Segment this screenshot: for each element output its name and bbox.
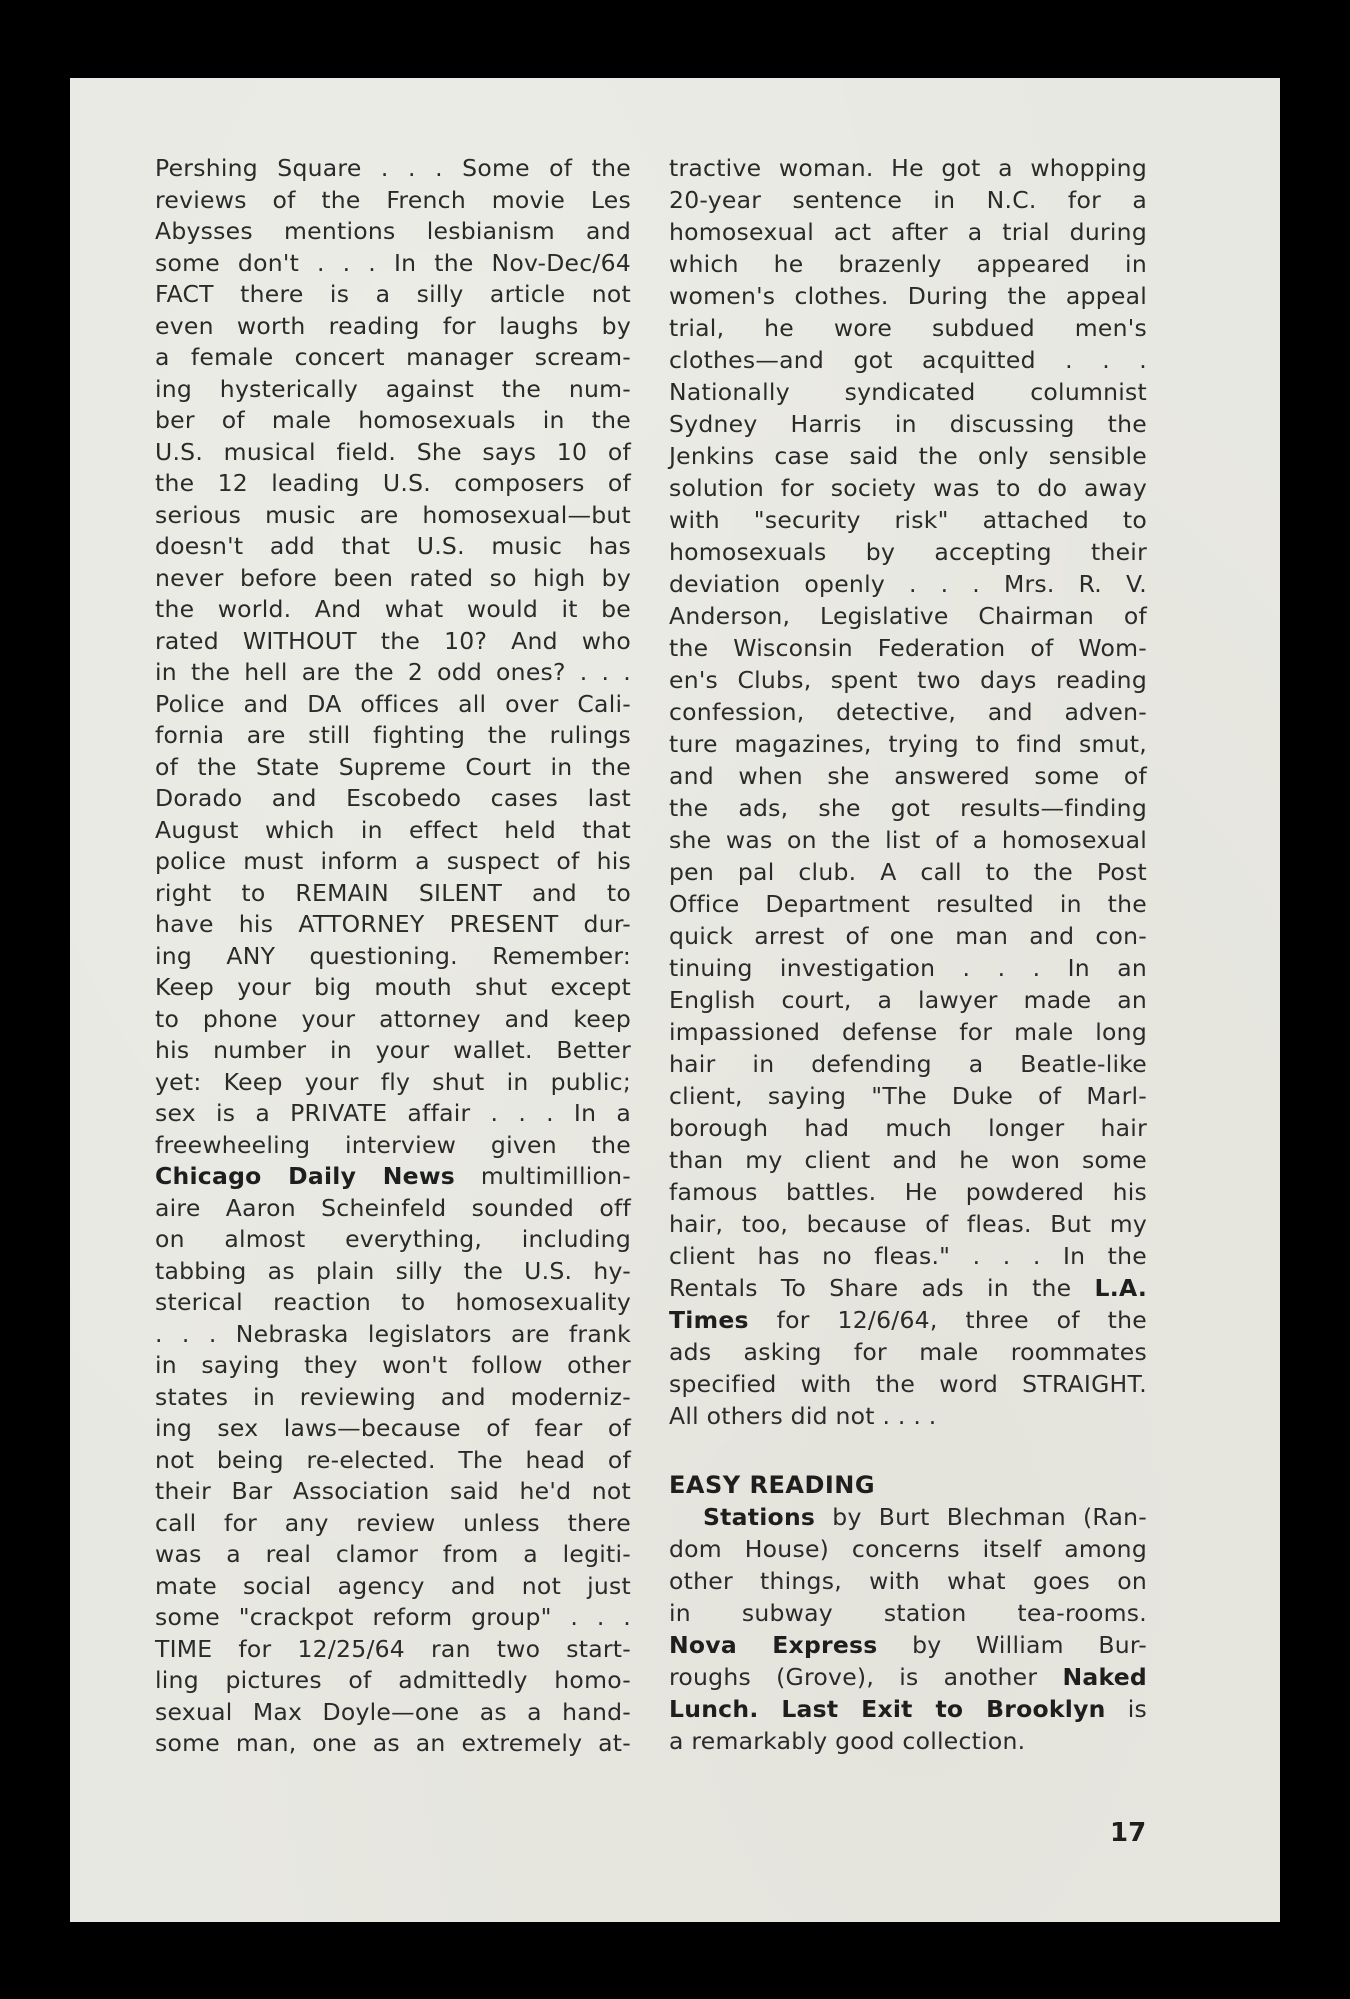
text-run: multimillion-	[455, 1162, 632, 1190]
text-line	[669, 1369, 1147, 1399]
text-run: some man, one as an extremely at-	[155, 1729, 631, 1757]
text-run: ture magazines, trying to find smut,	[669, 730, 1147, 758]
text-run: client, saying "The Duke of Marl-	[669, 1082, 1147, 1110]
text-run: Anderson, Legislative Chairman of	[669, 602, 1147, 630]
text-run: client has no fleas." . . . In the	[669, 1242, 1147, 1270]
text-run: by Burt Blechman (Ran-	[815, 1503, 1147, 1531]
text-run: hair in defending a Beatle-like	[669, 1050, 1147, 1078]
text-line	[155, 500, 631, 530]
text-line	[669, 1566, 1147, 1596]
text-line	[155, 153, 631, 183]
text-run: sexual Max Doyle—one as a hand-	[155, 1697, 631, 1726]
text-run: homosexuals by accepting their	[669, 538, 1147, 566]
text-line	[155, 1476, 631, 1506]
text-run: clothes—and got acquitted . . .	[669, 346, 1147, 374]
text-run: have his ATTORNEY PRESENT dur-	[155, 910, 631, 938]
text-line	[155, 1193, 631, 1223]
text-run: the Wisconsin Federation of Wom-	[669, 634, 1147, 662]
text-line	[669, 697, 1147, 727]
text-run: Dorado and Escobedo cases last	[155, 784, 631, 812]
text-run: than my client and he won some	[669, 1146, 1147, 1174]
text-run: tabbing as plain silly the U.S. hy-	[155, 1256, 631, 1285]
text-run: deviation openly . . . Mrs. R. V.	[669, 570, 1147, 598]
text-line	[669, 569, 1147, 599]
text-line	[155, 437, 631, 467]
text-line	[155, 1287, 631, 1317]
text-line	[669, 281, 1147, 311]
text-line	[155, 563, 631, 593]
text-line	[669, 857, 1147, 887]
text-run: rated WITHOUT the 10? And who	[155, 626, 631, 655]
text-line	[155, 468, 631, 498]
text-line	[155, 1508, 631, 1538]
text-run: FACT there is a silly article not	[155, 280, 631, 308]
text-line	[669, 889, 1147, 919]
text-line	[669, 953, 1147, 983]
text-line	[155, 374, 631, 404]
text-line	[155, 657, 631, 687]
text-run: solution for society was to do away	[669, 474, 1147, 502]
text-line	[669, 1209, 1147, 1239]
text-line	[155, 1665, 631, 1695]
text-line	[669, 1337, 1147, 1367]
text-run: borough had much longer hair	[669, 1114, 1147, 1142]
text-run: . . . Nebraska legislators are frank	[155, 1319, 631, 1348]
text-line	[155, 689, 631, 719]
text-line	[669, 921, 1147, 951]
text-run: yet: Keep your fly shut in public;	[155, 1067, 631, 1096]
text-line	[155, 311, 631, 341]
text-line	[155, 1067, 631, 1097]
text-run: even worth reading for laughs by	[155, 311, 631, 340]
text-line	[669, 1145, 1147, 1175]
text-line	[155, 1224, 631, 1254]
text-line	[669, 729, 1147, 759]
text-line	[155, 405, 631, 435]
text-line	[155, 216, 631, 246]
text-run: his number in your wallet. Better	[155, 1036, 631, 1064]
text-line	[669, 1401, 1147, 1431]
text-run: 20-year sentence in N.C. for a	[669, 186, 1147, 214]
text-run: fornia are still fighting the rulings	[155, 721, 631, 749]
text-run: some "crackpot reform group" . . .	[155, 1603, 631, 1631]
text-run: mate social agency and not just	[155, 1571, 631, 1600]
bold-text: Lunch. Last Exit to Brooklyn	[669, 1695, 1106, 1723]
text-line	[155, 1130, 631, 1160]
bold-text: L.A.	[1094, 1274, 1147, 1302]
text-run: Jenkins case said the only sensible	[669, 442, 1147, 470]
text-line	[155, 1602, 631, 1632]
text-line	[155, 1634, 631, 1664]
text-line	[669, 249, 1147, 279]
text-run: not being re-elected. The head of	[155, 1445, 631, 1474]
bold-text: Nova Express	[669, 1631, 878, 1659]
text-line	[669, 1534, 1147, 1564]
text-run: freewheeling interview given the	[155, 1130, 631, 1159]
text-run: call for any review unless there	[155, 1508, 631, 1537]
bold-text: Times	[669, 1306, 749, 1334]
text-run: ber of male homosexuals in the	[155, 406, 631, 434]
text-run: in the hell are the 2 odd ones? . . .	[155, 658, 631, 686]
text-run: Rentals To Share ads in the	[669, 1274, 1095, 1302]
bold-text: Stations	[703, 1503, 816, 1531]
text-run: All others did not . . . .	[669, 1402, 937, 1430]
text-line	[669, 665, 1147, 695]
text-run: was a real clamor from a legiti-	[155, 1540, 631, 1568]
text-line	[155, 1004, 631, 1034]
text-run: ing sex laws—because of fear of	[155, 1414, 631, 1442]
text-run: confession, detective, and adven-	[669, 698, 1147, 726]
text-line	[155, 1256, 631, 1286]
text-line	[669, 217, 1147, 247]
text-run: tinuing investigation . . . In an	[669, 954, 1147, 982]
text-run: reviews of the French movie Les	[155, 185, 631, 214]
text-run: ing ANY questioning. Remember:	[155, 941, 631, 970]
text-line	[669, 345, 1147, 375]
text-run: their Bar Association said he'd not	[155, 1477, 631, 1505]
text-run: right to REMAIN SILENT and to	[155, 878, 631, 907]
text-line	[155, 752, 631, 782]
text-line	[669, 537, 1147, 567]
text-line	[155, 1728, 631, 1758]
text-run: on almost everything, including	[155, 1225, 631, 1253]
text-line	[669, 825, 1147, 855]
text-run: Police and DA offices all over Cali-	[155, 689, 631, 718]
text-run: other things, with what goes on	[669, 1567, 1147, 1595]
text-run: Office Department resulted in the	[669, 890, 1147, 918]
text-line	[155, 1382, 631, 1412]
text-line	[155, 1539, 631, 1569]
text-line	[669, 1305, 1147, 1335]
text-line	[155, 248, 631, 278]
text-line	[669, 1049, 1147, 1079]
text-run: serious music are homosexual—but	[155, 500, 631, 529]
text-line	[155, 1571, 631, 1601]
text-run: women's clothes. During the appeal	[669, 282, 1147, 310]
text-line	[155, 1445, 631, 1475]
text-run: sex is a PRIVATE affair . . . In a	[155, 1099, 631, 1127]
text-line	[155, 815, 631, 845]
text-run: is	[1105, 1695, 1147, 1723]
text-line	[669, 377, 1147, 407]
text-line	[669, 1662, 1147, 1692]
text-line	[669, 601, 1147, 631]
text-run: states in reviewing and moderniz-	[155, 1382, 631, 1411]
text-line	[669, 473, 1147, 503]
text-run: pen pal club. A call to the Post	[669, 858, 1147, 886]
text-line	[669, 1630, 1147, 1660]
magazine-page	[70, 78, 1280, 1922]
text-run: English court, a lawyer made an	[669, 986, 1147, 1014]
text-line	[669, 313, 1147, 343]
text-line	[669, 505, 1147, 535]
text-run: the 12 leading U.S. composers of	[155, 469, 631, 497]
text-line	[669, 633, 1147, 663]
text-run: roughs (Grove), is another	[669, 1663, 1063, 1691]
text-run: in saying they won't follow other	[155, 1351, 631, 1379]
text-run: Pershing Square . . . Some of the	[155, 154, 631, 182]
section-heading-easy-reading: EASY READING	[669, 1471, 876, 1499]
text-run: Abysses mentions lesbianism and	[155, 217, 631, 245]
text-run: and when she answered some of	[669, 762, 1147, 790]
text-run: she was on the list of a homosexual	[669, 826, 1147, 854]
text-line	[669, 1726, 1147, 1756]
bold-text: Naked	[1062, 1663, 1147, 1691]
text-run: which he brazenly appeared in	[669, 250, 1147, 278]
text-line	[155, 878, 631, 908]
text-run: police must inform a suspect of his	[155, 847, 631, 875]
text-line	[155, 941, 631, 971]
text-run: for 12/6/64, three of the	[748, 1306, 1147, 1334]
text-line	[155, 972, 631, 1002]
text-run: U.S. musical field. She says 10 of	[155, 437, 631, 466]
text-line	[155, 279, 631, 309]
text-run: the ads, she got results—finding	[669, 794, 1147, 822]
text-line	[155, 1319, 631, 1349]
text-line	[669, 1273, 1147, 1303]
text-line	[155, 342, 631, 372]
text-line	[669, 1694, 1147, 1724]
text-line	[155, 1161, 631, 1191]
text-run: famous battles. He powdered his	[669, 1178, 1147, 1206]
text-line	[669, 1113, 1147, 1143]
text-run: aire Aaron Scheinfeld sounded off	[155, 1193, 631, 1222]
text-run: Sydney Harris in discussing the	[669, 410, 1147, 438]
text-line	[669, 985, 1147, 1015]
text-run: Nationally syndicated columnist	[669, 378, 1147, 406]
text-run: in subway station tea-rooms.	[669, 1599, 1147, 1627]
text-line	[155, 626, 631, 656]
text-run: ing hysterically against the num-	[155, 374, 631, 403]
text-line	[669, 1177, 1147, 1207]
text-line	[155, 846, 631, 876]
text-run: some don't . . . In the Nov-Dec/64	[155, 248, 631, 277]
text-line	[669, 1502, 1147, 1532]
text-line	[155, 1413, 631, 1443]
text-run: never before been rated so high by	[155, 563, 631, 592]
text-run: tractive woman. He got a whopping	[669, 154, 1147, 182]
text-line	[155, 1350, 631, 1380]
text-line	[155, 720, 631, 750]
bold-text: Chicago Daily News	[155, 1162, 456, 1190]
page-number: 17	[1110, 1818, 1147, 1848]
text-line	[155, 783, 631, 813]
text-line	[669, 1081, 1147, 1111]
text-line	[669, 441, 1147, 471]
text-run: impassioned defense for male long	[669, 1018, 1147, 1046]
text-line	[155, 1098, 631, 1128]
text-line	[669, 1598, 1147, 1628]
text-line	[669, 1017, 1147, 1047]
text-run: with "security risk" attached to	[669, 506, 1147, 534]
text-line	[669, 409, 1147, 439]
text-line	[669, 153, 1147, 183]
text-line	[155, 1697, 631, 1727]
text-line	[669, 761, 1147, 791]
text-run: quick arrest of one man and con-	[669, 922, 1147, 950]
text-run: by William Bur-	[877, 1631, 1147, 1659]
text-line	[155, 1035, 631, 1065]
text-line	[155, 909, 631, 939]
text-line	[155, 531, 631, 561]
text-run: trial, he wore subdued men's	[669, 314, 1147, 342]
text-run: ads asking for male roommates	[669, 1338, 1147, 1366]
text-run: a remarkably good collection.	[669, 1727, 1026, 1755]
text-run: a female concert manager scream-	[155, 343, 631, 371]
text-run: doesn't add that U.S. music has	[155, 532, 631, 560]
text-run: homosexual act after a trial during	[669, 218, 1147, 246]
text-run: of the State Supreme Court in the	[155, 752, 631, 781]
text-run: the world. And what would it be	[155, 595, 631, 623]
text-run: dom House) concerns itself among	[669, 1535, 1147, 1563]
text-run: TIME for 12/25/64 ran two start-	[155, 1634, 631, 1663]
text-line	[155, 594, 631, 624]
text-run: sterical reaction to homosexuality	[155, 1288, 631, 1316]
text-line	[669, 1241, 1147, 1271]
text-run: to phone your attorney and keep	[155, 1004, 631, 1033]
text-run: specified with the word STRAIGHT.	[669, 1370, 1147, 1398]
text-line	[669, 793, 1147, 823]
text-run: August which in effect held that	[155, 815, 631, 844]
text-run: en's Clubs, spent two days reading	[669, 666, 1147, 694]
text-line	[155, 185, 631, 215]
text-run: hair, too, because of fleas. But my	[669, 1210, 1147, 1238]
text-run: Keep your big mouth shut except	[155, 973, 631, 1001]
text-line	[669, 185, 1147, 215]
text-run: ling pictures of admittedly homo-	[155, 1666, 631, 1694]
